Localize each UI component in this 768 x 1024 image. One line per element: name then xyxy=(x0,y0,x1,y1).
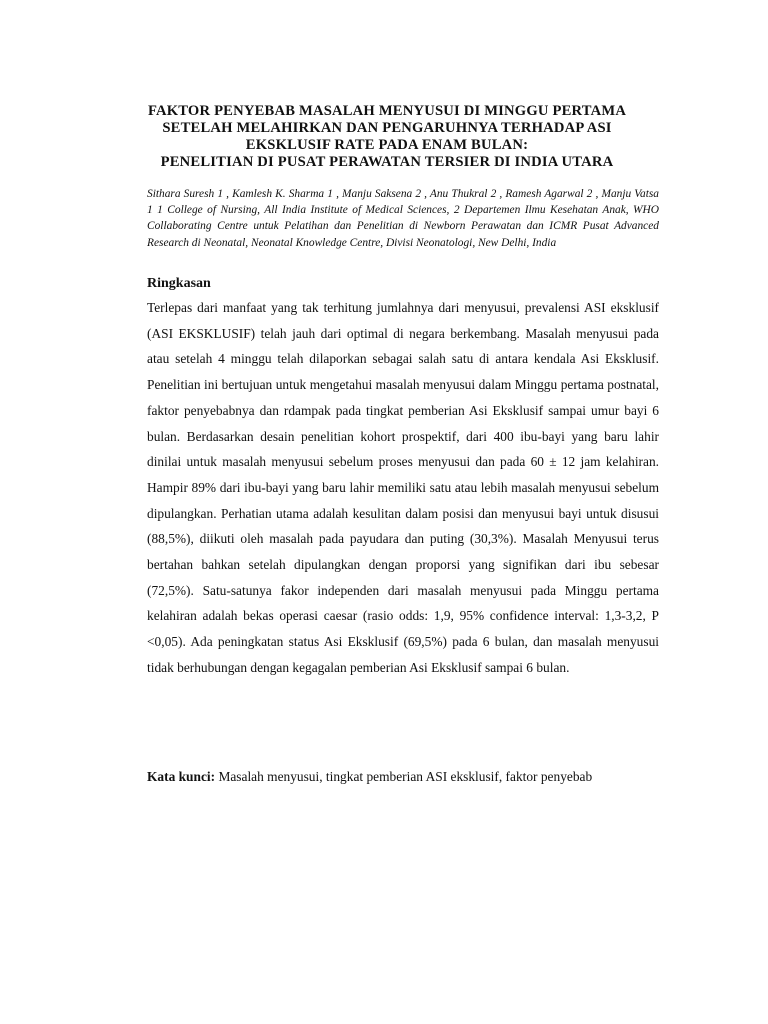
title-line-1: FAKTOR PENYEBAB MASALAH MENYUSUI DI MINGGU PERTAMA xyxy=(147,103,627,119)
keywords-text: Masalah menyusui, tingkat pemberian ASI eksklusif, faktor penyebab xyxy=(218,769,593,784)
title-line-2: SETELAH MELAHIRKAN DAN PENGARUHNYA TERHADAP ASI xyxy=(162,120,612,136)
keywords-paragraph xyxy=(147,767,659,787)
title-line-4: PENELITIAN DI PUSAT PERAWATAN TERSIER DI INDIA UTARA xyxy=(160,154,614,170)
author-affiliations: Sithara Suresh 1 , Kamlesh K. Sharma 1 , Manju Saksena 2 , Anu Thukral 2 , Ramesh Agarwal 2 , Manju Vatsa 1 1 College of Nursing, All India Institute of Medical Sciences, 2 Departemen Ilmu Kesehatan Anak, WHO Collaborating Centre untuk Pelatihan dan Penelitian di Newborn Perawatan dan ICMR Pusat Advanced Research di Neonatal, Neonatal Knowledge Centre, Divisi Neonatologi, New Delhi, India xyxy=(147,188,659,249)
paper-title xyxy=(120,103,654,171)
title-line-3: EKSKLUSIF RATE PADA ENAM BULAN: xyxy=(245,137,529,153)
abstract-heading: Ringkasan xyxy=(147,276,211,291)
abstract-body: Terlepas dari manfaat yang tak terhitung jumlahnya dari menyusui, prevalensi ASI eksklusif (ASI EKSKLUSIF) telah jauh dari optimal di negara berkembang. Masalah menyusui pada atau setelah 4 minggu telah dilaporkan sebagai salah satu di antara kendala Asi Eksklusif. Penelitian ini bertujuan untuk mengetahui masalah menyusui dalam Minggu pertama postnatal, faktor penyebabnya dan rdampak pada tingkat pemberian Asi Eksklusif sampai umur bayi 6 bulan. Berdasarkan desain penelitian kohort prospektif, dari 400 ibu-bayi yang baru lahir dinilai untuk masalah menyusui sebelum proses menyusui dan pada 60 ± 12 jam kelahiran. Hampir 89% dari ibu-bayi yang baru lahir memiliki satu atau lebih masalah menyusui sebelum dipulangkan. Perhatian utama adalah kesulitan dalam posisi dan menyusui bayi untuk disusui (88,5%), diikuti oleh masalah pada payudara dan puting (30,3%). Masalah Menyusui terus bertahan bahkan setelah dipulangkan dengan proporsi yang signifikan dari ibu sebesar (72,5%). Satu-satunya fakor independen dari masalah menyusui pada Minggu pertama kelahiran adalah bekas operasi caesar (rasio odds: 1,9, 95% confidence interval: 1,3-3,2, P <0,05). Ada peningkatan status Asi Eksklusif (69,5%) pada 6 bulan, dan masalah menyusui tidak berhubungan dengan kegagalan pemberian Asi Eksklusif sampai 6 bulan. xyxy=(147,300,659,675)
keywords-label: Kata kunci: xyxy=(147,769,216,784)
